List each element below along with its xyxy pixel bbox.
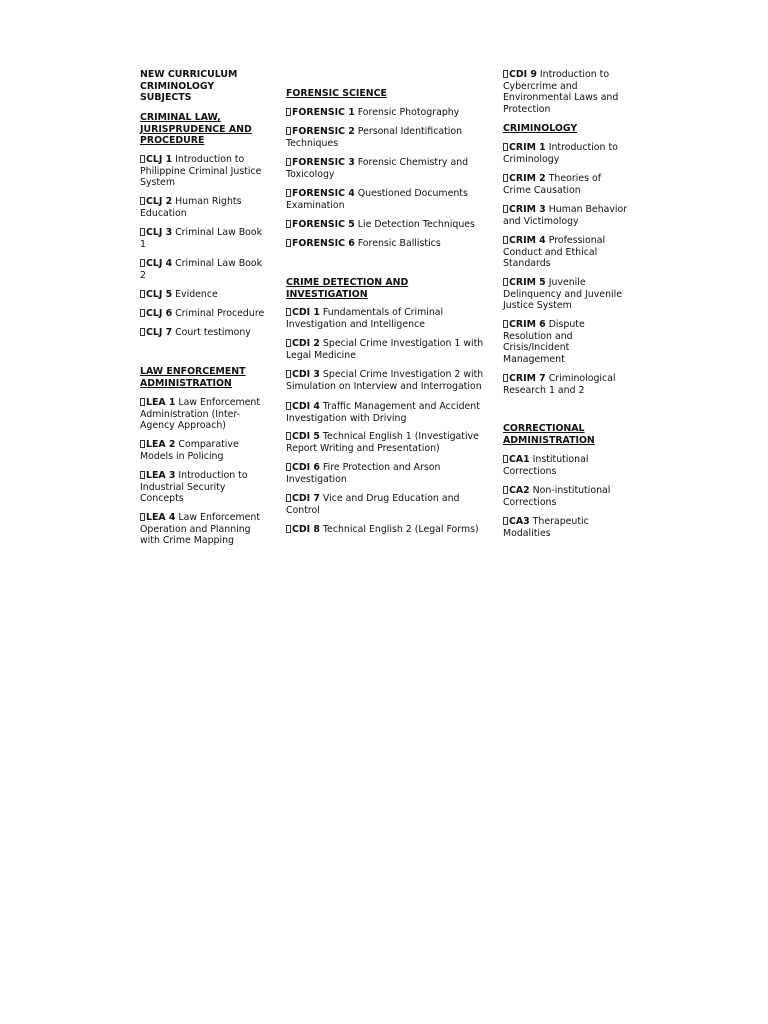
- subject-title: Non-institutional Corrections: [503, 485, 611, 508]
- subject-title: Criminological Research 1 and 2: [503, 373, 616, 396]
- subject-code: CRIM 6: [509, 319, 546, 330]
- subject-item-clj-6: [140, 308, 264, 320]
- section-heading-clj-line-3: PROCEDURE: [140, 135, 205, 147]
- subject-item-clj-5: [140, 289, 218, 301]
- subject-item-clj-4: [140, 258, 268, 281]
- subject-code: LEA 1: [146, 397, 176, 408]
- subject-item-forensic-2: [286, 126, 486, 149]
- section-heading-lea: [140, 366, 246, 389]
- subject-item-crim-5: [503, 277, 631, 312]
- section-heading-ca-line-1: CORRECTIONAL: [503, 423, 585, 434]
- checkbox-bullet-icon: [140, 290, 145, 298]
- section-heading-lea-line-2: ADMINISTRATION: [140, 377, 232, 389]
- subject-title: Professional Conduct and Ethical Standards: [503, 235, 606, 270]
- subject-item-crim-1: [503, 142, 631, 165]
- checkbox-bullet-icon: [140, 440, 145, 448]
- subject-item-cdi-9: [503, 69, 631, 115]
- subject-code: CRIM 4: [509, 235, 546, 246]
- checkbox-bullet-icon: [140, 155, 145, 163]
- subject-title: Dispute Resolution and Crisis/Incident Management: [503, 319, 585, 365]
- subject-code: CLJ 6: [146, 308, 173, 319]
- checkbox-bullet-icon: [503, 143, 508, 151]
- checkbox-bullet-icon: [286, 402, 291, 410]
- subject-code: CLJ 3: [146, 227, 173, 238]
- subject-title: Law Enforcement Operation and Planning with Crime Mapping: [140, 512, 261, 547]
- checkbox-bullet-icon: [286, 432, 291, 440]
- checkbox-bullet-icon: [286, 189, 291, 197]
- subject-code: CDI 6: [292, 462, 320, 473]
- checkbox-bullet-icon: [503, 320, 508, 328]
- subject-code: CA1: [509, 454, 530, 465]
- subject-code: CLJ 2: [146, 196, 173, 207]
- section-heading-ca-line-2: ADMINISTRATION: [503, 434, 595, 446]
- subject-code: CLJ 5: [146, 289, 173, 300]
- checkbox-bullet-icon: [286, 370, 291, 378]
- subject-title: Forensic Chemistry and Toxicology: [286, 157, 469, 180]
- section-heading-crim: [503, 123, 577, 135]
- checkbox-bullet-icon: [140, 259, 145, 267]
- subject-code: LEA 3: [146, 470, 176, 481]
- document-title-line-1: NEW CURRICULUM: [140, 69, 238, 80]
- section-heading-clj: [140, 112, 252, 147]
- subject-title: Introduction to Cybercrime and Environmental Laws and Protection: [503, 69, 619, 115]
- checkbox-bullet-icon: [503, 70, 508, 78]
- checkbox-bullet-icon: [503, 278, 508, 286]
- subject-title: Forensic Photography: [357, 107, 460, 118]
- subject-code: FORENSIC 4: [292, 188, 355, 199]
- subject-title: Forensic Ballistics: [357, 238, 441, 249]
- section-heading-forensic: [286, 88, 387, 100]
- subject-title: Law Enforcement Administration (Inter-Agency Approach): [140, 397, 261, 432]
- checkbox-bullet-icon: [140, 309, 145, 317]
- document-title-line-2: CRIMINOLOGY: [140, 80, 215, 92]
- subject-item-forensic-3: [286, 157, 486, 180]
- checkbox-bullet-icon: [286, 494, 291, 502]
- checkbox-bullet-icon: [503, 486, 508, 494]
- subject-code: FORENSIC 3: [292, 157, 355, 168]
- subject-item-ca-3: [503, 516, 631, 539]
- subject-title: Institutional Corrections: [503, 454, 589, 477]
- subject-code: LEA 4: [146, 512, 176, 523]
- section-heading-cdi-line-1: CRIME DETECTION AND: [286, 277, 409, 288]
- subject-code: LEA 2: [146, 439, 176, 450]
- subject-item-cdi-4: [286, 401, 486, 424]
- subject-code: FORENSIC 2: [292, 126, 355, 137]
- subject-title: Theories of Crime Causation: [503, 173, 602, 196]
- subject-code: CDI 1: [292, 307, 320, 318]
- section-heading-crim-line-1: CRIMINOLOGY: [503, 123, 578, 134]
- checkbox-bullet-icon: [286, 339, 291, 347]
- section-heading-lea-line-1: LAW ENFORCEMENT: [140, 366, 246, 377]
- subject-item-lea-3: [140, 470, 268, 505]
- checkbox-bullet-icon: [140, 228, 145, 236]
- subject-title: Fire Protection and Arson Investigation: [286, 462, 441, 485]
- subject-title: Special Crime Investigation 1 with Legal Medicine: [286, 338, 484, 361]
- subject-title: Technical English 2 (Legal Forms): [322, 524, 479, 535]
- section-heading-ca: [503, 423, 595, 446]
- section-heading-clj-line-1: CRIMINAL LAW,: [140, 112, 221, 123]
- checkbox-bullet-icon: [503, 374, 508, 382]
- subject-title: Vice and Drug Education and Control: [286, 493, 460, 516]
- subject-code: CDI 4: [292, 401, 320, 412]
- subject-code: CRIM 7: [509, 373, 546, 384]
- subject-title: Introduction to Industrial Security Concepts: [140, 470, 248, 505]
- checkbox-bullet-icon: [140, 471, 145, 479]
- subject-title: Traffic Management and Accident Investigation with Driving: [286, 401, 480, 424]
- checkbox-bullet-icon: [503, 205, 508, 213]
- subject-code: CLJ 1: [146, 154, 173, 165]
- subject-item-lea-1: [140, 397, 268, 432]
- section-heading-clj-line-2: JURISPRUDENCE AND: [140, 123, 252, 135]
- checkbox-bullet-icon: [286, 108, 291, 116]
- subject-code: CDI 3: [292, 369, 320, 380]
- subject-title: Personal Identification Techniques: [286, 126, 463, 149]
- subject-item-cdi-8: [286, 524, 479, 536]
- subject-item-crim-7: [503, 373, 631, 396]
- subject-title: Introduction to Criminology: [503, 142, 618, 165]
- subject-title: Criminal Procedure: [175, 308, 265, 319]
- subject-code: CDI 7: [292, 493, 320, 504]
- subject-code: CDI 5: [292, 431, 320, 442]
- subject-item-forensic-6: [286, 238, 441, 250]
- checkbox-bullet-icon: [503, 174, 508, 182]
- document-title: [140, 69, 237, 104]
- subject-item-ca-1: [503, 454, 631, 477]
- subject-item-forensic-4: [286, 188, 486, 211]
- subject-title: Criminal Law Book 2: [140, 258, 263, 281]
- subject-code: FORENSIC 6: [292, 238, 355, 249]
- checkbox-bullet-icon: [286, 220, 291, 228]
- checkbox-bullet-icon: [503, 455, 508, 463]
- subject-title: Human Behavior and Victimology: [503, 204, 628, 227]
- checkbox-bullet-icon: [286, 308, 291, 316]
- subject-code: CA3: [509, 516, 530, 527]
- subject-item-cdi-7: [286, 493, 486, 516]
- checkbox-bullet-icon: [140, 197, 145, 205]
- subject-code: FORENSIC 5: [292, 219, 355, 230]
- checkbox-bullet-icon: [140, 513, 145, 521]
- subject-item-ca-2: [503, 485, 631, 508]
- subject-title: Lie Detection Techniques: [357, 219, 475, 230]
- section-heading-cdi-line-2: INVESTIGATION: [286, 288, 368, 300]
- subject-title: Comparative Models in Policing: [140, 439, 239, 462]
- subject-title: Human Rights Education: [140, 196, 242, 219]
- subject-item-forensic-1: [286, 107, 459, 119]
- subject-item-lea-4: [140, 512, 268, 547]
- subject-code: CRIM 1: [509, 142, 546, 153]
- subject-item-cdi-2: [286, 338, 486, 361]
- subject-item-cdi-1: [286, 307, 486, 330]
- subject-item-cdi-5: [286, 431, 486, 454]
- subject-code: CLJ 4: [146, 258, 173, 269]
- subject-code: CDI 9: [509, 69, 537, 80]
- checkbox-bullet-icon: [286, 158, 291, 166]
- subject-item-clj-3: [140, 227, 268, 250]
- subject-item-forensic-5: [286, 219, 475, 231]
- checkbox-bullet-icon: [140, 328, 145, 336]
- subject-item-crim-6: [503, 319, 631, 365]
- subject-title: Therapeutic Modalities: [503, 516, 589, 539]
- checkbox-bullet-icon: [286, 239, 291, 247]
- subject-title: Technical English 1 (Investigative Report Writing and Presentation): [286, 431, 479, 454]
- subject-title: Juvenile Delinquency and Juvenile Justice System: [503, 277, 622, 312]
- subject-code: CDI 2: [292, 338, 320, 349]
- subject-item-crim-3: [503, 204, 631, 227]
- subject-title: Criminal Law Book 1: [140, 227, 263, 250]
- subject-title: Special Crime Investigation 2 with Simulation on Interview and Interrogation: [286, 369, 484, 392]
- checkbox-bullet-icon: [503, 517, 508, 525]
- checkbox-bullet-icon: [286, 525, 291, 533]
- subject-title: Introduction to Philippine Criminal Justice System: [140, 154, 262, 189]
- subject-item-lea-2: [140, 439, 268, 462]
- subject-title: Evidence: [175, 289, 218, 300]
- checkbox-bullet-icon: [140, 398, 145, 406]
- section-heading-cdi: [286, 277, 408, 300]
- subject-code: FORENSIC 1: [292, 107, 355, 118]
- subject-title: Questioned Documents Examination: [286, 188, 468, 211]
- subject-code: CRIM 5: [509, 277, 546, 288]
- subject-code: CLJ 7: [146, 327, 173, 338]
- subject-item-crim-4: [503, 235, 631, 270]
- checkbox-bullet-icon: [286, 463, 291, 471]
- subject-title: Court testimony: [175, 327, 251, 338]
- document-title-line-3: SUBJECTS: [140, 92, 192, 104]
- subject-item-cdi-6: [286, 462, 486, 485]
- subject-title: Fundamentals of Criminal Investigation and Intelligence: [286, 307, 444, 330]
- subject-item-clj-7: [140, 327, 251, 339]
- subject-code: CRIM 2: [509, 173, 546, 184]
- checkbox-bullet-icon: [286, 127, 291, 135]
- subject-item-clj-2: [140, 196, 268, 219]
- checkbox-bullet-icon: [503, 236, 508, 244]
- subject-item-crim-2: [503, 173, 631, 196]
- subject-item-clj-1: [140, 154, 268, 189]
- section-heading-forensic-line-1: FORENSIC SCIENCE: [286, 88, 387, 99]
- subject-item-cdi-3: [286, 369, 486, 392]
- subject-code: CA2: [509, 485, 530, 496]
- subject-code: CRIM 3: [509, 204, 546, 215]
- subject-code: CDI 8: [292, 524, 320, 535]
